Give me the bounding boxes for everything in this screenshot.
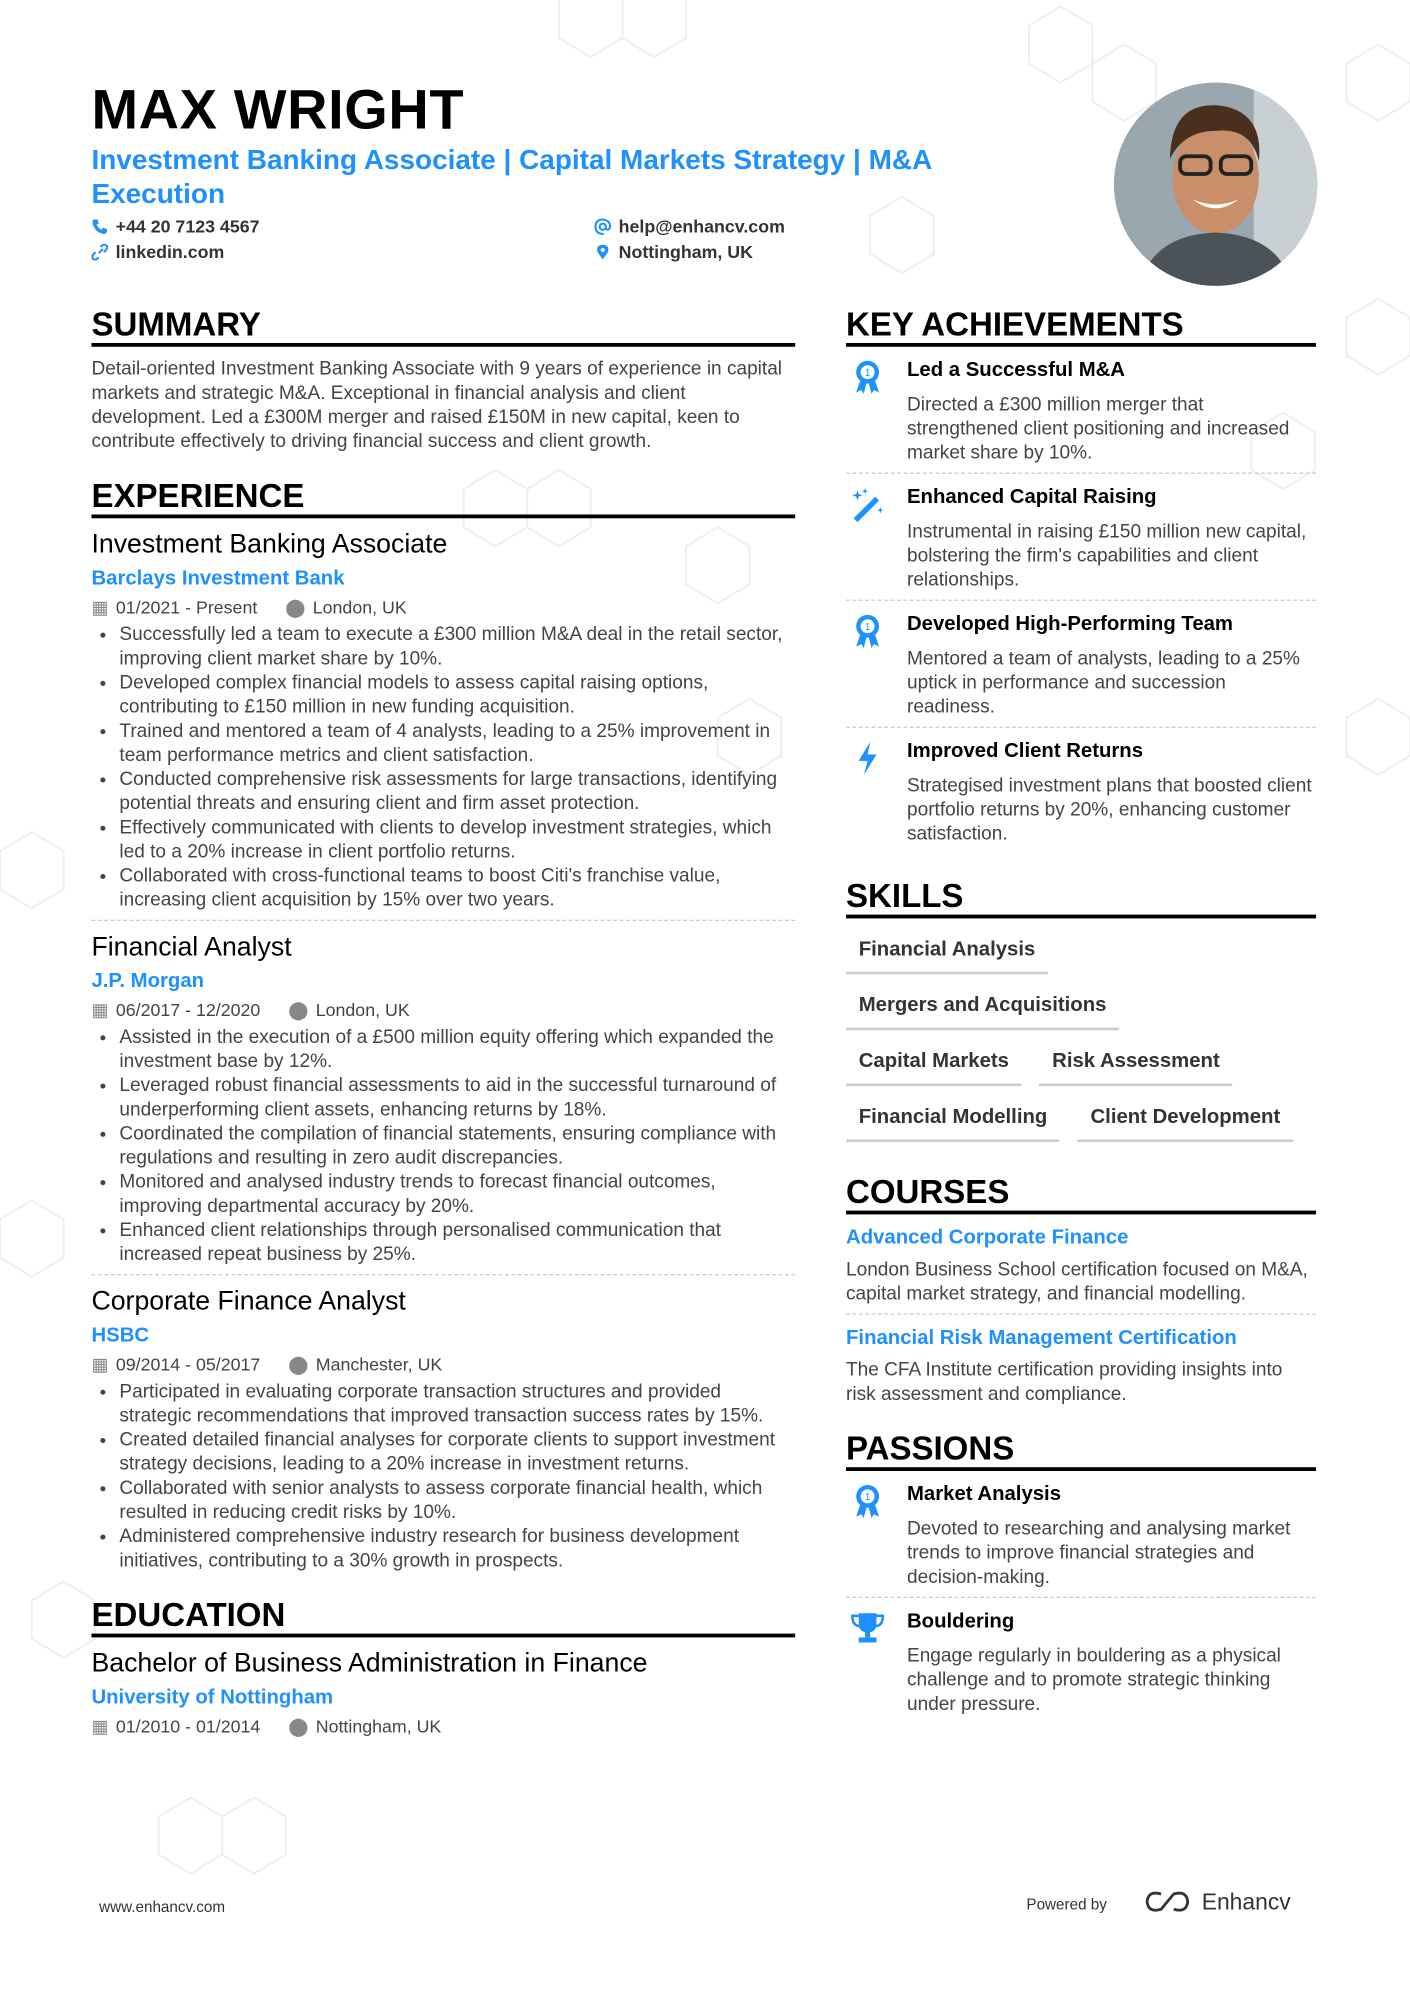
course-title: Advanced Corporate Finance [846,1227,1129,1249]
achievements-text: Strategised investment plans that boosted client portfolio returns by 20%, enhancing customer satisfaction. [906,774,1312,845]
education-dates: 01/2010 - 01/2014 [115,1716,261,1737]
job-dates: 06/2017 - 12/2020 [115,999,261,1021]
job-bullet: • Conducted comprehensive risk assessments for large transactions, identifying potential threats and ensuring client and firm asset protection. [119,767,795,815]
course-item [846,1325,1316,1406]
education-heading: EDUCATION [91,1595,795,1637]
courses-heading: COURSES [846,1172,1316,1214]
calendar-icon: ▦ [91,1716,109,1737]
job-dates: 01/2021 - Present [115,597,258,618]
skill-tag: Mergers and Acquisitions [846,982,1119,1030]
email[interactable] [595,216,785,236]
svg-text:1: 1 [864,1492,871,1504]
left-column [91,305,795,1739]
job-role: Investment Banking Associate [91,529,448,559]
location-pin-icon: ⬤ [288,1716,309,1737]
location-text: Nottingham, UK [618,241,753,262]
email-text: help@enhancv.com [618,215,785,237]
candidate-title: Investment Banking Associate | Capital Markets Strategy | M&A Execution [91,143,932,210]
job-bullet: • Collaborated with senior analysts to assess corporate financial health, which resulted in reducing credit risks by 10%. [119,1476,795,1524]
school: University of Nottingham [91,1686,334,1709]
education-location: Nottingham, UK [315,1716,442,1737]
location [595,241,753,261]
education-meta [91,1714,795,1739]
skill-tag: Capital Markets [846,1038,1022,1086]
job-bullet: • Assisted in the execution of a £500 million equity offering which expanded the investment base by 12%. [119,1025,795,1073]
job-bullet: • Leveraged robust financial assessments to aid in the successful turnaround of underperforming client assets, enhancing returns by 18%. [119,1073,795,1121]
job-bullet: • Coordinated the compilation of financial statements, ensuring compliance with regulations and resulting in zero audit discrepancies. [119,1122,795,1170]
course-text: London Business School certification focused on M&A, capital market strategy, and financial modelling. [846,1258,1308,1305]
calendar-icon: ▦ [91,1354,109,1375]
location-pin-icon: ⬤ [285,597,306,618]
job-meta [91,997,795,1022]
job-bullet: • Monitored and analysed industry trends to forecast financial outcomes, improving departmental accuracy by 20%. [119,1170,795,1218]
enhancv-logo-icon [1143,1888,1191,1916]
candidate-name: MAX WRIGHT [91,78,465,142]
company-name: J.P. Morgan [91,970,205,993]
job-role: Corporate Finance Analyst [91,1286,406,1317]
skills-list [846,926,1316,1150]
job-bullet: • Trained and mentored a team of 4 analysts, leading to a 25% improvement in team performance metrics and client satisfaction. [119,719,795,767]
link-text: linkedin.com [115,241,225,262]
enhancv-logo [1143,1888,1290,1916]
job-bullet: • Created detailed financial analyses for corporate clients to support investment strategy decisions, leading to a 20% increase in investment returns. [119,1428,795,1476]
degree: Bachelor of Business Administration in Finance [91,1648,648,1679]
job-location: London, UK [312,597,407,618]
passions-title: Market Analysis [906,1483,1062,1506]
skills-heading: SKILLS [846,877,1316,919]
passions-section [846,1429,1316,1724]
achievements-text: Instrumental in raising £150 million new capital, bolstering the firm's capabilities and client relationships. [906,520,1307,591]
job-role: Financial Analyst [91,932,292,962]
trophy-icon [846,1608,889,1716]
passions-item [846,1598,1316,1724]
skill-tag: Risk Assessment [1039,1038,1232,1086]
job-bullet: • Enhanced client relationships through personalised communication that increased repeat business by 25%. [119,1218,795,1266]
job-location: London, UK [315,999,410,1021]
job-bullets [91,622,795,912]
achievements-title: Improved Client Returns [906,740,1144,763]
experience-heading: EXPERIENCE [91,476,795,518]
calendar-icon: ▦ [91,999,109,1021]
skills-section [846,877,1316,1150]
experience-section [91,476,795,1572]
achievements-text: Mentored a team of analysts, leading to a 25% uptick in performance and succession readiness. [906,647,1300,718]
job-dates: 09/2014 - 05/2017 [115,1354,261,1375]
achievements-heading: KEY ACHIEVEMENTS [846,305,1316,347]
link-icon [91,243,108,260]
job-meta [91,1352,795,1377]
education-section [91,1595,795,1739]
company-name: Barclays Investment Bank [91,567,345,590]
experience-entry [91,528,795,921]
achievements-title: Enhanced Capital Raising [906,486,1157,509]
achievements-text: Directed a £300 million merger that strengthened client positioning and increased market share by 10%. [906,393,1290,464]
job-bullet: • Administered comprehensive industry research for business development initiatives, contributing to a 30% growth in prospects. [119,1524,795,1572]
achievements-item [846,347,1316,474]
skill-tag: Financial Analysis [846,926,1048,974]
passions-text: Engage regularly in bouldering as a physical challenge and to promote strategic thinking under pressure. [906,1645,1281,1715]
summary-heading: SUMMARY [91,305,795,347]
award-icon [846,1481,889,1589]
job-bullets [91,1380,795,1573]
course-item [846,1225,1316,1315]
phone-text: +44 20 7123 4567 [115,215,260,237]
job-bullet: • Participated in evaluating corporate transaction structures and provided strategic recommendations that improved transaction success rates by 15%. [119,1380,795,1428]
achievements-title: Developed High-Performing Team [906,613,1234,636]
job-bullets [91,1025,795,1266]
skill-tag: Financial Modelling [846,1094,1060,1142]
experience-entry [91,1286,795,1573]
achievements-title: Led a Successful M&A [906,359,1125,382]
summary-section [91,305,795,454]
courses-section [846,1172,1316,1406]
at-icon [595,218,612,235]
job-bullet: • Collaborated with cross-functional teams to boost Citi's franchise value, increasing client acquisition by 15% over two years. [119,864,795,912]
location-pin-icon: ⬤ [288,1354,309,1375]
enhancv-brand: Enhancv [1201,1888,1291,1914]
footer-url[interactable]: www.enhancv.com [99,1897,226,1916]
achievements-item [846,601,1316,728]
course-text: The CFA Institute certification providing insights into risk assessment and compliance. [846,1359,1283,1405]
job-meta [91,595,795,620]
calendar-icon: ▦ [91,597,109,618]
phone [91,216,259,236]
link[interactable] [91,241,224,261]
passions-heading: PASSIONS [846,1429,1316,1471]
award-icon [846,611,889,719]
course-title: Financial Risk Management Certification [846,1327,1237,1350]
achievements-item [846,728,1316,854]
right-column [846,305,1316,1724]
svg-text:1: 1 [864,622,871,634]
skill-tag: Client Development [1078,1094,1293,1142]
bolt-icon [846,738,889,846]
job-location: Manchester, UK [315,1354,443,1375]
phone-icon [91,218,108,235]
summary-text: Detail-oriented Investment Banking Associate with 9 years of experience in capital markets and strategic M&A. Exceptional in financial analysis and client development. Led a £300M merger and raised £150M in new capital, keen to contribute effectively to driving financial success and client growth. [91,358,783,453]
svg-text:1: 1 [864,368,871,380]
location-pin-icon [595,243,612,260]
profile-photo [1114,83,1317,286]
passions-text: Devoted to researching and analysing market trends to improve financial strategies and decision-making. [906,1518,1291,1588]
achievements-item [846,474,1316,601]
award-icon [846,357,889,465]
company-name: HSBC [91,1324,150,1347]
achievements-section [846,305,1316,854]
job-bullet: • Effectively communicated with clients to develop investment strategies, which led to a 20% increase in client portfolio returns. [119,816,795,864]
passions-item [846,1471,1316,1598]
job-bullet: • Developed complex financial models to assess capital raising options, contributing to £150 million in new funding acquisition. [119,671,795,719]
magic-wand-icon [846,484,889,592]
location-pin-icon: ⬤ [288,999,309,1021]
powered-by: Powered by [1026,1895,1107,1914]
job-bullet: • Successfully led a team to execute a £300 million M&A deal in the retail sector, improving client market share by 10%. [119,622,795,670]
passions-title: Bouldering [906,1610,1015,1633]
experience-entry [91,931,795,1275]
